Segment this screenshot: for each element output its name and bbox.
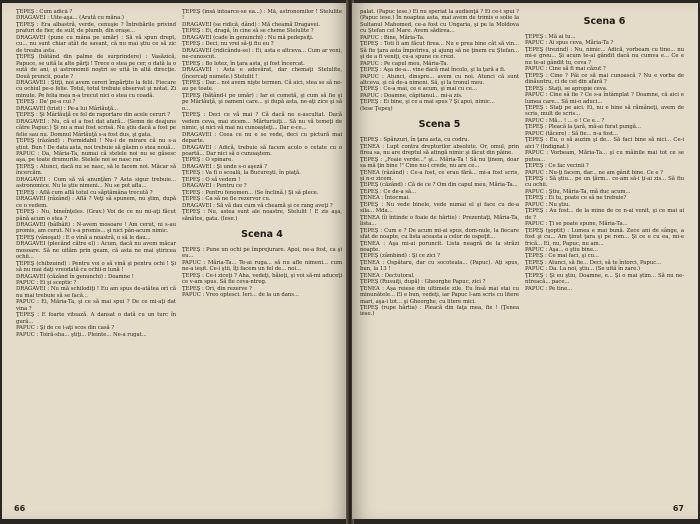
- dialogue-line: ŢEPEŞ : Află cum află totul cu săptămâna trecută ?: [16, 189, 153, 196]
- dialogue-line: ŢEPEŞ (chibzuind) : Pentru voi o să vină şi pentru ochi ! Şi să nu mai daţi vreodată cu ochii-n lună !: [16, 260, 176, 274]
- dialogue-line: DRAGAVEI (râzând) : Află ? Veţi să spunem, nu ştim, după ce o vedem.: [16, 196, 176, 209]
- right-page: [352, 3, 698, 519]
- dialogue-line: ŢEPEŞ : Şi eu ştiu, Doamne, e... Şi o mai ştim... Să nu ne-ntreacă... pace...: [525, 272, 684, 286]
- dialogue-line: PAPUC : Vorbeam, Măria-Ta... şi cu mâinile mai tot ce se putea...: [525, 150, 684, 163]
- page-number-right: 67: [672, 504, 684, 513]
- dialogue-line: ŢEPEŞ : Ce-i ziceţi ? Aha, vedeţi, băieţi, şi voi să-mi aduceţi ce v-am spus. Să fie ceva-ntreg.: [182, 272, 342, 286]
- dialogue-line: DRAGAVEI (se ridică, dând) : Mă cheamă Dragavei.: [182, 21, 320, 28]
- dialogue-line: ŢEPEŞ (Rusuiţi, după) : Gheorghe Papuc, zici ?: [360, 279, 486, 286]
- dialogue-line: ŢEPEŞ : Ce de-a să...: [360, 188, 417, 195]
- dialogue-line: ŢEPEŞ (zâmbind) : Şi ce zici ?: [360, 253, 440, 260]
- dialogue-line: DRAGAVEI : Cum să vă anunţăm ? Asta sigur trebuie... astronomice. Nu le ştie nimeni... Nu se pot afla...: [16, 176, 176, 190]
- dialogue-line: ŢEPEŞ : O să vedem !: [182, 176, 241, 183]
- dialogue-line: ŢEPEŞ : „Foaie verde..." şi... Măria-Ta ! Să nu ţinem, doar sa mă ţin bine !" Cine nu-i crede, nu are ce...: [360, 156, 519, 170]
- dialogue-line: ŢEPEŞ : Pentru fenomen... (Se înclină.) Şi să plece.: [182, 189, 319, 196]
- right-column-1: [360, 9, 519, 495]
- dialogue-line: ŢEPEŞ : Ei bine, şi ce a mai spus ? Şi apoi, nimic...: [360, 99, 495, 106]
- dialogue-line: ŢENEA : Aşa mi-ai poruncit. Lista neagră de la străzi noapte.: [360, 240, 519, 253]
- dialogue-line: DRAGAVEI (căzând în genunchi) : Doamne !: [16, 273, 134, 280]
- dialogue-line: PAPUC : Atunci, dinspre... avem cu noi. Atunci că sunt altceva, şi că de-a nimeni. Să, şi la tronul meu.: [360, 73, 519, 86]
- dialogue-line: ŢEPEŞ : Nu, bineînţeles. (Grav.) Voi de ce nu mi-aţi făcut până acum o stea ?: [16, 209, 176, 222]
- dialogue-line: ŢEPEŞ : Spânzuri, în ţara asta, cu codru.: [360, 137, 470, 144]
- dialogue-line: DRAGAVEI : Pentru ce ?: [182, 183, 247, 190]
- dialogue-line: DRAGAVEI (trist) : Pe-a lui Mârlăuţă...: [16, 105, 119, 112]
- dialogue-line: ŢEPEŞ : Staţi, se apropie ceva.: [525, 85, 608, 92]
- right-column-2: [525, 9, 684, 495]
- dialogue-line: DRAGAVEI : Să vă dau cum vă cheamă şi ce rang aveţi ?: [182, 202, 333, 209]
- dialogue-line: ŢEPEŞ (bătând-i pe umăr) : Iar ei cometă, şi cum să fie şi pe Mârlăuţă, şi oameni care... şi după asta, ne-aţi zice şi să o...: [182, 92, 342, 112]
- dialogue-line: ŢEPEŞ : Deci, nu vrei să-ţi fiu eu ?: [182, 41, 274, 48]
- left-page: [2, 3, 348, 519]
- dialogue-line: ŢEPEŞ : Va fi o scoală, la Bucureşti, în piaţă.: [182, 170, 301, 177]
- dialogue-line: DRAGAVEI : Şi unde s-o aşeză ?: [182, 163, 267, 170]
- dialogue-line: ŢEPEŞ : E foarte vitează. A dansat o dată cu un turc în gură...: [16, 312, 176, 325]
- dialogue-line: DRAGAVEI : Nu, că el a fost dat afară... (Semn de deajuns către Papuc.) Şi nu a mai fost scrisă. Nu ştiu dacă a fost pe felie sau nu. Domnul Mârlăuţă s-a fost dus, şi gata.: [16, 118, 176, 138]
- dialogue-line: ŢEPEŞ : Ca să ne fie rezervor cu.: [182, 196, 271, 203]
- dialogue-line: PAPUC : Cine să fie ? Ce s-a întâmplat ? Doamne, că aici e lumea care... Să mi-o aduci...: [525, 92, 684, 105]
- dialogue-line: DRAGAVEI (bâlbâit) : N-avem mosoare ! Am cerut, ni s-au promis, am cerut. Ni s-a promis... şi nici pân-acum nimic.: [16, 221, 176, 235]
- dialogue-line: ŢEPEŞ : Ei, dragă, în cine să se cheme Stelulite ?: [182, 28, 314, 35]
- dialogue-line: PAPUC : Şi de ce i-aţi scos din casă ?: [16, 325, 115, 332]
- dialogue-line: ŢEPEŞ : Ori, din rezerve ?: [182, 285, 252, 292]
- dialogue-line: PAPUC : Bine, Măria-Ta.: [360, 34, 425, 41]
- scene-6-heading: Scena 6: [583, 16, 626, 27]
- dialogue-line: ŢEPEŞ : O spinare.: [182, 157, 233, 164]
- dialogue-line: ŢEPEŞ : Nu, astea sunt ale noastre, Stelulit ! E zis aşa, sănătos, gata. (Iese.): [182, 209, 342, 222]
- right-column-1-top: [360, 9, 519, 112]
- dialogue-line: ŢEPEŞ (căzând) : Că de ce ? Om din capul meu, Măria-Ta...: [360, 182, 518, 189]
- dialogue-line: DRAGAVEI : Ştiţi, noi avem cereri împărţite la felii. Fiecare cu ochiul pe-o felie. Totul, totul trebuie observat şi notat. Zi minute. Pe felia mea n-a trecut nici o stea cu coadă.: [16, 79, 176, 99]
- dialogue-line: ŢEPEŞ : Cum adică ?: [16, 9, 73, 15]
- dialogue-line: DRAGAVEI : Adică, trebuie să facem acolo o cetate cu o poartă... Dar nici să o cunoaştem.: [182, 144, 342, 157]
- dialogue-line: ŢEPEŞ : Staţi pe aici. Ei, nu e bine să rămâneţi, avem de scris, mult de scris...: [525, 104, 684, 118]
- dialogue-line: ŢEPEŞ : Aşa de-a... vine dacă mai încolo, şi la ţară a fi.: [360, 67, 506, 74]
- dialogue-line: DRAGAVEI : Uite-aşa... (Arată cu mâna.): [16, 15, 124, 22]
- dialogue-line: (Iese Ţepeş): [360, 105, 393, 112]
- dialogue-line: ŢEPEŞ : Ei tu, poate ce să ne trebuie?: [525, 195, 627, 202]
- dialogue-line: PAPUC : Nu ştiu.: [525, 201, 571, 208]
- dialogue-line: ŢEPEŞ (bătând din palme de surprindere) : Vasăzică, Papuce, se uită la alte părţi ! Trece o stea pe cer, o dată la o sută de ani, şi astronomii noştri se uită în altă direcţie. Două pruncii, poate ?: [16, 54, 176, 80]
- dialogue-line: PAPUC : Nu-ţi facem, dar... ne am gânit bine. Ce e ?: [525, 169, 663, 176]
- dialogue-line: ŢEPEŞ : Să ştiu... pe un ţărm... ce-am să-i ţi-ai zis... Să fiu cu ochii.: [525, 175, 684, 189]
- dialogue-line: PAPUC : Ştiu, Măria-Ta, mă duc acum...: [525, 188, 631, 195]
- dialogue-line: ŢEPEŞ : Şi Mârlăuţă ce fel de raportare din acele ceruri ?: [16, 112, 171, 119]
- dialogue-line: ŢEPEŞ : Ce mai faci, şi cu...: [525, 253, 599, 260]
- dialogue-line: DRAGAVEI : Asta e adevărat, dar chemaţi Stelulite, (încercaţi numele.) Stelulit !: [182, 67, 342, 80]
- dialogue-line: DRAGAVEI : Nu mă schilodiţi ! Eu am spus de-atâtea ori că nu mai trebuie să se facă...: [16, 286, 176, 299]
- dialogue-line: ŢEPEŞ : Cum e ? De acum mi-ai spus, dom-nule, la fiecare sfat de noapte, cu lista aceasta a celor de ospeţit...: [360, 227, 519, 241]
- left-column-2: [182, 9, 342, 495]
- dialogue-line: ŢEPEŞ : Ce-a mai, ce e acum, şi mai cu ce...: [360, 86, 477, 93]
- dialogue-line: palat. (Papuc iese.) Ei nu speriat la audienţă ? Ei ce-i spui ? (Papuc iese.) În noaptea asta, mai avem de trimis o solie la Sultanul Mahomed, ce-a fost cu Ungaria, şi pe la Moldova cu Ştefan cel Mare. Avem sădirea...: [360, 9, 519, 35]
- dialogue-line: PAPUC : Ei şi sceptic ?: [16, 280, 77, 287]
- dialogue-line: ŢEPEŞ : Pune un ochi pe împrejurare. Apoi, ne-a fost, ca şi eu...: [182, 246, 342, 260]
- dialogue-line: ŢEPEŞ (râzând) : Formidabil ! Nu-i de mirare că nu s-a ştiut. Bun ! De data asta, noi trebuie să găsim o stea nouă...: [16, 138, 176, 151]
- dialogue-line: ŢENEA : Lupt contra drepturilor absolute. Or, omul, prin firea sa, nu are dreptul să atingă nimic şi făcut din pâine.: [360, 143, 519, 157]
- dialogue-line: PAPUC : Vreo optesci. Ieri... de la un dans...: [182, 292, 299, 299]
- dialogue-line: ŢEPEŞ : Era albastră, verde, cenuşie ? Întrebările privind prafuri de fier, de sulf, de plumb, din oraşe...: [16, 21, 176, 35]
- dialogue-line: PAPUC : Da. La noi, ştiu... (Se uită în zare.): [525, 266, 640, 273]
- scene-5-heading: Scena 5: [418, 119, 461, 131]
- dialogue-line: DRAGAVEI (pune cu mâna pe umăr) : Să vă spun drept, cu... nu sunt chiar atât de savant, că nu mai ştiu ce să zic de treaba asta.: [16, 34, 176, 54]
- dialogue-line: PAPUC : Aşa... o ştiu bine...: [525, 246, 598, 253]
- page-number-left: 66: [14, 504, 26, 513]
- dialogue-line: PAPUC (tăcere) : Să fie... n-a fost...: [525, 130, 618, 137]
- dialogue-line: PAPUC : Da, Măria-Ta, numai că stelele noi nu se găsesc aşa, pe toate drumurile. Stelele noi se nasc rar.: [16, 150, 176, 164]
- dialogue-line: PAPUC : Ei, Măria-Ta, şi ce să mai spui ? De ce mi-aţi dat vina ?: [16, 299, 176, 312]
- dialogue-line: DRAGAVEI (plecând către el) : Acum, dacă nu avem măcar mosoare. Să ne uităm prin geam, că asta ne mai ştiricea ochii...: [16, 241, 176, 261]
- dialogue-line: ŢEPEŞ : Nu vede binele, vede numai el şi face cu de-a sila... Mda...: [360, 201, 519, 215]
- dialogue-line: ŢEPEŞ : Bo lotez, în ţara asta, şi fost încercat.: [182, 60, 305, 67]
- dialogue-line: PAPUC : Mă... ! ... o ! Ce e... ?: [525, 117, 605, 124]
- dialogue-line: ŢENEA : Întocmai.: [360, 195, 410, 202]
- dialogue-line: PAPUC : Ai spus ceva, Măria-Ta ?: [525, 40, 614, 47]
- dialogue-line: ŢEPEŞ (trezind) : Nu, nimic... Adică, vorbeam cu tine... nu mi-e greu... Şi acum te-ai gândit dacă nu cumva e... Ce e nu te-ai gândit tu, ceva ?: [525, 46, 684, 66]
- right-column-2-body: [525, 34, 684, 292]
- dialogue-line: ŢEPEŞ : Dar... noi avem nişte termen. Că aici, stea se să ne-au pe toate.: [182, 79, 342, 93]
- dialogue-line: ŢEPEŞ : Atunci, să fie... Deci, să te întorci, Papuc...: [525, 259, 662, 266]
- right-column-1-bottom: [360, 137, 519, 318]
- dialogue-line: ŢEPEŞ : Mă ai tu...: [525, 34, 576, 40]
- right-columns: [360, 9, 684, 495]
- left-column-2-top: [182, 9, 342, 222]
- dialogue-line: PAPUC : Ţi se poate spune, Măria-Ta...: [525, 221, 628, 228]
- dialogue-line: ŢEPEŞ : Pleacă la ţară, mă-ai furat pungă...: [525, 124, 641, 131]
- dialogue-line: ŢEPEŞ (vânoşat) : E o vină a noastră, o să le dau...: [16, 234, 151, 241]
- left-column-1: [16, 9, 176, 495]
- dialogue-line: ŢEPEŞ : Cine ? Păi ce să mai cunoască ? Nu e vorba de dinăuntru, ci de cei din afară ?: [525, 72, 684, 86]
- dialogue-line: ŢENEA (îi întinde o foaie de hârtie) : Prezentaţi, Măria-Ta, lista...: [360, 214, 519, 228]
- dialogue-line: ŢEPEŞ : Deci ce vă mai ? Că dacă ne e-ascultat. Dacă vedem ceva, mai zicem... Mărturisiţi... Să nu vă temeţi de nimic, şi nici vă mai nu cunoaşteţi... Dar e-ce...: [182, 112, 342, 132]
- dialogue-line: ŢEPEŞ (rupe hârtia) : Pleacă din faţa mea, fie ! (Ţenea iese.): [360, 305, 519, 318]
- dialogue-line: ŢEPEŞ : Eu, o să auzim şi de... Să faci bine să nici... Ce-i aici ? (Indignat.): [525, 137, 684, 150]
- dialogue-line: PAPUC : Toiră-sha... ştiţi... Pleinte... Ne-a rugat...: [16, 331, 147, 338]
- dialogue-line: PAPUC : Cine să fi mai căzut ?: [525, 66, 606, 73]
- dialogue-line: ŢEPEŞ (însă întoarce-se ea...) : Mă, astronomilor ! Stelulite !: [182, 9, 342, 22]
- dialogue-line: ŢENEA : Dectutoral.: [360, 272, 415, 279]
- dialogue-line: ŢEPEŞ : Ce fac vecinii ?: [525, 163, 589, 170]
- dialogue-line: ŢENEA (râzând) : Ce-a fost, ce erau fără... mi-a fost scris, şi n-o zicem.: [360, 169, 519, 182]
- dialogue-line: ŢEPEŞ : Atunci, dacă nu se nasc, să le facem noi. Măcar să încercăm.: [16, 163, 176, 177]
- dialogue-line: DRAGAVEI : Ceea ce nu e se vede, deci cu pictură mai departe.: [182, 131, 342, 145]
- scene-4-heading: Scena 4: [241, 228, 283, 240]
- dialogue-line: PAPUC : Pe capul meu, Măria-Ta.: [360, 60, 449, 67]
- dialogue-line: DRAGAVEI (ridicându-se) : Ei, asta e altceva... Cum ar veni, ne-cunoscut.: [182, 47, 342, 61]
- dialogue-line: DRAGAVEI (cade în genunchi) : Nu mă pedepsiţi.: [182, 34, 314, 41]
- dialogue-line: ŢEPEŞ (şoptit) : Lumea e mai bună. Zece ani de sânge, a fost şi cu... Am ţinut ţara şi pe rom... Şi ce e cu ea, mi-e frică... Ei, nu, Papuc, nu am...: [525, 227, 684, 247]
- dialogue-line: ŢENEA : Ospătaru, dar cu socoteala... (Papuc). Aţi spus, bun, la 13 !: [360, 259, 519, 273]
- left-columns: [16, 9, 342, 495]
- dialogue-line: ŢEPEŞ : Da' pe-a cui ?: [16, 99, 76, 106]
- left-column-2-bottom: [182, 247, 342, 299]
- dialogue-line: ŢEPEŞ : Toti îi am făcut firea... Nu e prea bine cât să vin... Să fie ţara asta împotriva, şi ajung să ne ţinem cu Ştefan... şi de a fi veniţi, cu-a spune ce crezi.: [360, 41, 519, 61]
- dialogue-line: PAPUC : Doamne, căpitanul... mi-a zis.: [360, 92, 463, 99]
- dialogue-line: ŢENEA : Aşa reiese din ultimele zile. Eu însă mai stai cu minunătele... El e bun, vedeţi, iar Papuc l-am scris cu litere mari, aşa-i tot... şi Gheorghe, cu litere mici.: [360, 285, 519, 305]
- dialogue-line: PAPUC : Măria-Ta... Te-ai ruga... să nu afle nimeni... cum ne-a ieşit. Ce-i ştii, îţi facem un fel de... noi...: [182, 259, 342, 273]
- dialogue-line: PAPUC : Pe tine...: [525, 285, 573, 292]
- dialogue-line: ŢEPEŞ : Au fost... de la mine de ce n-ai venit, şi ce mai ai de ?: [525, 208, 684, 221]
